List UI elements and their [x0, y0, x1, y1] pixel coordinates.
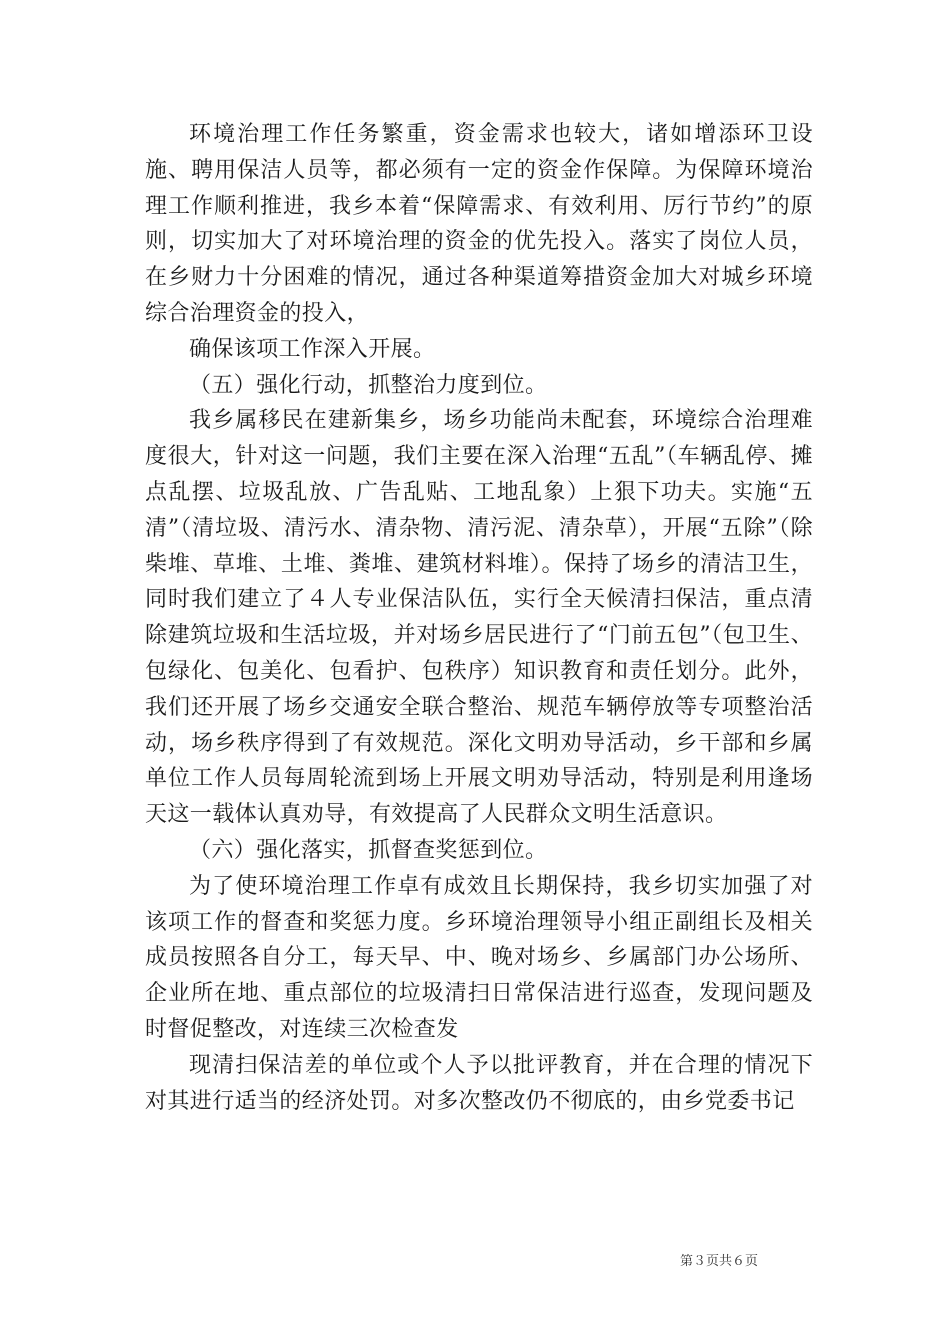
paragraph-supervision-continued: 现清扫保洁差的单位或个人予以批评教育，并在合理的情况下对其进行适当的经济处罚。对多次整改仍不彻底的，由乡党委书记: [145, 1052, 813, 1114]
page-number: 第３页共６页: [680, 1254, 759, 1269]
document-body: [145, 117, 813, 1119]
paragraph-funding: 环境治理工作任务繁重，资金需求也较大，诸如增添环卫设施、聘用保洁人员等，都必须有一定的资金作保障。为保障环境治理工作顺利推进，我乡本着“保障需求、有效利用、厉行节约”的原则，切实加大了对环境治理的资金的优先投入。落实了岗位人员，在乡财力十分困难的情况，通过各种渠道筹措资金加大对城乡环境综合治理资金的投入，: [145, 122, 813, 326]
paragraph-action: 我乡属移民在建新集乡，场乡功能尚未配套，环境综合治理难度很大，针对这一问题，我们主要在深入治理“五乱”（车辆乱停、摊点乱摆、垃圾乱放、广告乱贴、工地乱象）上狠下功夫。实施“五清”（清垃圾、清污水、清杂物、清污泥、清杂草），开展“五除”（除柴堆、草堆、土堆、粪堆、建筑材料堆）。保持了场乡的清洁卫生，同时我们建立了４人专业保洁队伍，实行全天候清扫保洁，重点清除建筑垃圾和生活垃圾，并对场乡居民进行了“门前五包”（包卫生、包绿化、包美化、包看护、包秩序）知识教育和责任划分。此外，我们还开展了场乡交通安全联合整治、规范车辆停放等专项整治活动，场乡秩序得到了有效规范。深化文明劝导活动，乡干部和乡属单位工作人员每周轮流到场上开展文明劝导活动，特别是利用逢场天这一载体认真劝导，有效提高了人民群众文明生活意识。: [145, 408, 813, 828]
paragraph-funding-continued: 确保该项工作深入开展。: [189, 336, 436, 362]
section-heading-five: （五）强化行动，抓整治力度到位。: [189, 372, 548, 398]
section-heading-six: （六）强化落实，抓督查奖惩到位。: [189, 837, 548, 863]
paragraph-supervision: 为了使环境治理工作卓有成效且长期保持，我乡切实加强了对该项工作的督查和奖惩力度。乡环境治理领导小组正副组长及相关成员按照各自分工，每天早、中、晚对场乡、乡属部门办公场所、企业所在地、重点部位的垃圾清扫日常保洁进行巡查，发现问题及时督促整改，对连续三次检查发: [145, 873, 813, 1042]
